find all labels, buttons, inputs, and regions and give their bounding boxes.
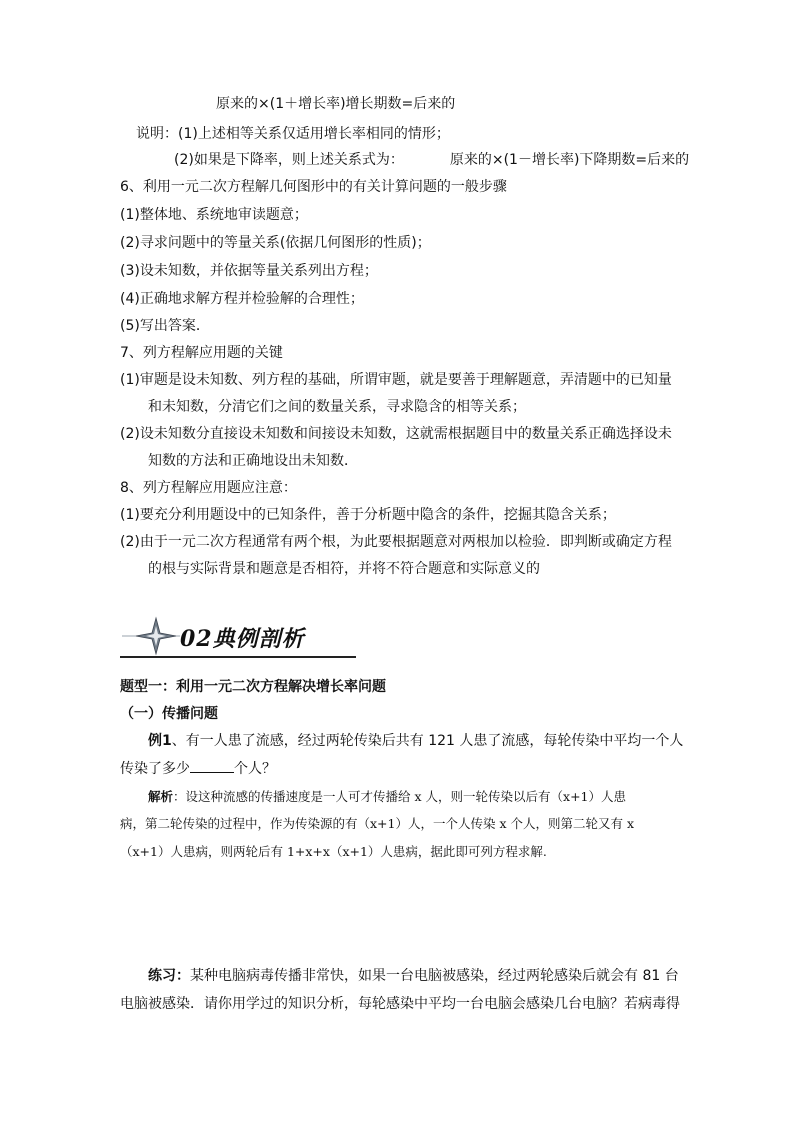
section-7-title: 7、列方程解应用题的关键 bbox=[120, 345, 283, 361]
analysis-text: ：设这种流感的传播速度是一人可才传播给 x 人，则一轮传染以后有（x+1）人患 bbox=[173, 789, 626, 804]
practice-line-1 bbox=[148, 966, 679, 986]
analysis-line-1 bbox=[148, 787, 626, 807]
section-6-item: (5)写出答案． bbox=[120, 318, 210, 334]
analysis-line-2: 病，第二轮传染的过程中，作为传染源的有（x+1）人，一个人传染 x 个人，则第二轮又有 x bbox=[120, 816, 634, 831]
section-7-item-1-cont: 和未知数，分清它们之间的数量关系，寻求隐含的相等关系； bbox=[148, 399, 526, 415]
practice-label: 练习： bbox=[148, 968, 190, 984]
section-6-item: (4)正确地求解方程并检验解的合理性； bbox=[120, 291, 364, 307]
type-1-heading: 题型一：利用一元二次方程解决增长率问题 bbox=[120, 679, 386, 695]
section-7-item-2-cont: 知数的方法和正确地设出未知数． bbox=[148, 453, 358, 469]
section-8-title: 8、列方程解应用题应注意： bbox=[120, 480, 297, 496]
section-8-item-1: (1)要充分利用题设中的已知条件，善于分析题中隐含的条件，挖掘其隐含关系； bbox=[120, 507, 616, 523]
section-banner-title: 02典例剖析 bbox=[180, 626, 305, 652]
type-1-subheading: （一）传播问题 bbox=[120, 706, 218, 722]
example-question-end: 个人？ bbox=[234, 761, 276, 777]
section-8-item-2: (2)由于一元二次方程通常有两个根，为此要根据题意对两根加以检验．即判断或确定方程 bbox=[120, 534, 672, 550]
note-line-1: 说明：(1)上述相等关系仅适用增长率相同的情形； bbox=[136, 126, 450, 142]
section-7-item-1: (1)审题是设未知数、列方程的基础，所谓审题，就是要善于理解题意，弄清题中的已知量 bbox=[120, 372, 672, 388]
example-label: 例1 bbox=[148, 733, 172, 749]
practice-line-2: 电脑被感染．请你用学过的知识分析，每轮感染中平均一台电脑会感染几台电脑？若病毒得 bbox=[120, 996, 680, 1012]
section-6-item: (2)寻求问题中的等量关系(依据几何图形的性质)； bbox=[120, 235, 431, 251]
section-7-item-2: (2)设未知数分直接设未知数和间接设未知数，这就需根据题目中的数量关系正确选择设未 bbox=[120, 426, 672, 442]
section-6-title: 6、利用一元二次方程解几何图形中的有关计算问题的一般步骤 bbox=[120, 179, 507, 195]
example-1-line-2 bbox=[120, 758, 276, 779]
example-question: 传染了多少 bbox=[120, 761, 190, 777]
banner-divider bbox=[120, 656, 356, 658]
example-text: 、有一人患了流感，经过两轮传染后共有 121 人患了流感，每轮传染中平均一个人 bbox=[171, 733, 684, 749]
analysis-line-3: （x+1）人患病，则两轮后有 1+x+x（x+1）人患病，据此即可列方程求解. bbox=[120, 844, 547, 859]
note-2-formula: 原来的×(1－增长率)下降期数=后来的 bbox=[449, 152, 690, 168]
formula-line: 原来的×(1＋增长率)增长期数=后来的 bbox=[216, 96, 456, 112]
example-1-line-1 bbox=[148, 731, 683, 751]
section-8-item-2-cont: 的根与实际背景和题意是否相符，并将不符合题意和实际意义的 bbox=[148, 561, 540, 577]
note-2-condition: (2)如果是下降率，则上述关系式为： bbox=[174, 152, 404, 168]
section-6-item: (3)设未知数，并依据等量关系列出方程； bbox=[120, 263, 378, 279]
answer-blank bbox=[190, 758, 234, 773]
analysis-label: 解析 bbox=[148, 789, 174, 804]
note-line-2 bbox=[174, 150, 689, 170]
practice-text: 某种电脑病毒传播非常快，如果一台电脑被感染，经过两轮感染后就会有 81 台 bbox=[190, 968, 679, 984]
section-6-item: (1)整体地、系统地审读题意； bbox=[120, 207, 308, 223]
